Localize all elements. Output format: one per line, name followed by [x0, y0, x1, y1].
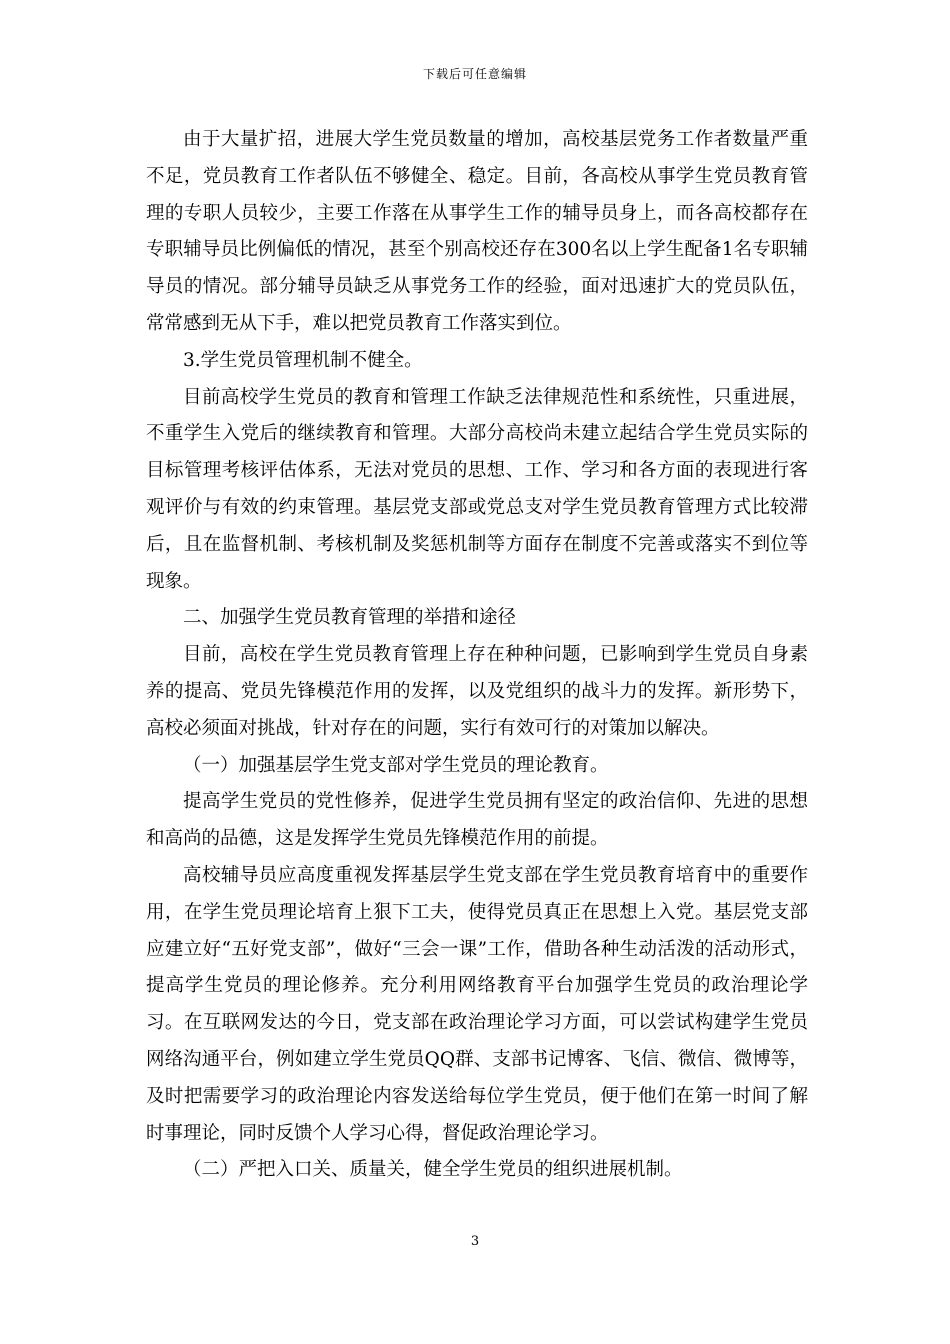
page-header: 下载后可任意编辑 [422, 67, 527, 81]
section-heading: 二、加强学生党员教育管理的举措和途径 [183, 607, 517, 629]
paragraph: 目前高校学生党员的教育和管理工作缺乏法律规范性和系统性，只重进展，不重学生入党后的继续教育和管理。大部分高校尚未建立起结合学生党员实际的目标管理考核评估体系，无法对党员的思想、工作、学习和各方面的表现进行客观评价与有效的约束管理。基层党支部或党总支对学生党员教育管理方式比较滞后，且在监督机制、考核机制及奖惩机制等方面存在制度不完善或落实不到位等现象。 [146, 386, 808, 592]
section-subheading: （二）严把入口关、质量关，健全学生党员的组织进展机制。 [183, 1159, 683, 1181]
document-body [146, 122, 808, 1189]
paragraph: 提高学生党员的党性修养，促进学生党员拥有坚定的政治信仰、先进的思想和高尚的品德，这是发挥学生党员先锋模范作用的前提。 [146, 791, 808, 850]
paragraph: 高校辅导员应高度重视发挥基层学生党支部在学生党员教育培育中的重要作用，在学生党员理论培育上狠下工夫，使得党员真正在思想上入党。基层党支部应建立好“五好党支部”，做好“三会一课”工作，借助各种生动活泼的活动形式，提高学生党员的理论修养。充分利用网络教育平台加强学生党员的政治理论学习。在互联网发达的今日，党支部在政治理论学习方面，可以尝试构建学生党员网络沟通平台，例如建立学生党员QQ群、支部书记博客、飞信、微信、微博等，及时把需要学习的政治理论内容发送给每位学生党员，便于他们在第一时间了解时事理论，同时反馈个人学习心得，督促政治理论学习。 [146, 864, 808, 1144]
section-subheading: （一）加强基层学生党支部对学生党员的理论教育。 [183, 754, 609, 776]
page-number: 3 [470, 1234, 480, 1249]
paragraph: 目前，高校在学生党员教育管理上存在种种问题，已影响到学生党员自身素养的提高、党员先锋模范作用的发挥，以及党组织的战斗力的发挥。新形势下，高校必须面对挑战，针对存在的问题，实行有效可行的对策加以解决。 [146, 644, 808, 739]
paragraph: 由于大量扩招，进展大学生党员数量的增加，高校基层党务工作者数量严重不足，党员教育工作者队伍不够健全、稳定。目前，各高校从事学生党员教育管理的专职人员较少，主要工作落在从事学生工作的辅导员身上，而各高校都存在专职辅导员比例偏低的情况，甚至个别高校还存在300名以上学生配备1名专职辅导员的情况。部分辅导员缺乏从事党务工作的经验，面对迅速扩大的党员队伍，常常感到无从下手，难以把党员教育工作落实到位。 [146, 129, 808, 334]
section-subheading: 3.学生党员管理机制不健全。 [183, 349, 423, 371]
